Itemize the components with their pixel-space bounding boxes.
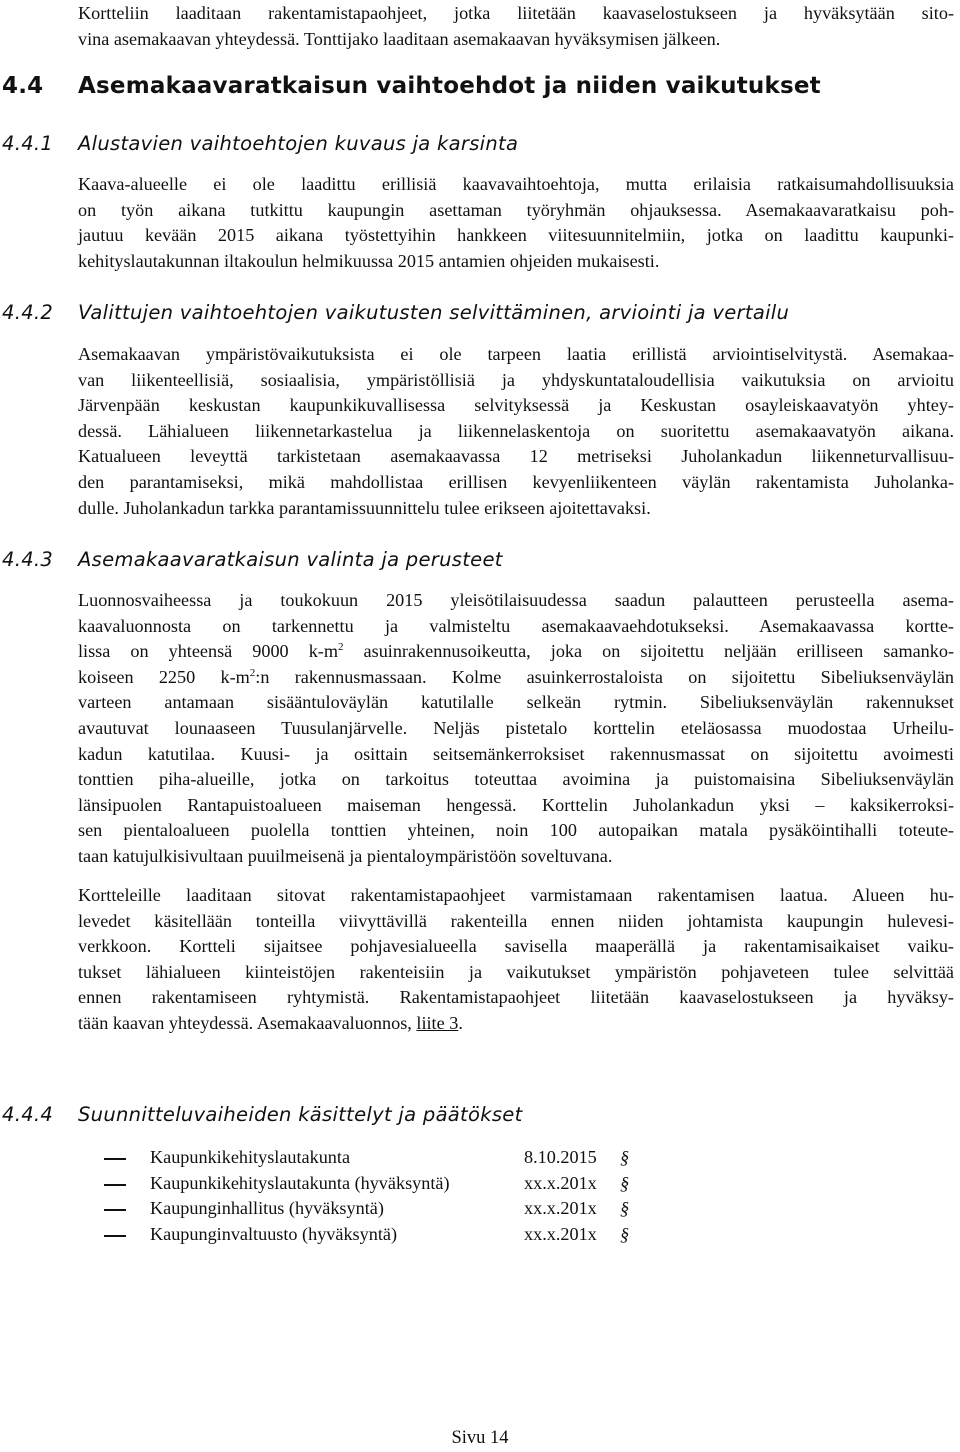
list-item [104, 1222, 664, 1248]
subsection-heading-442 [2, 301, 789, 324]
text-fragment: asuinrakennusoikeutta, joka on sijoitettu neljään erilliseen samanko- [343, 641, 954, 662]
text-line [78, 639, 954, 665]
text-line: länsipuolen Rantapuistoalueen maiseman hengessä. Korttelin Juholankadun yksi – kaksikerroksi- [78, 794, 954, 815]
subsection-title: Alustavien vaihtoehtojen kuvaus ja karsinta [78, 132, 519, 155]
section-number: 4.4 [2, 73, 44, 99]
dash-bullet-icon [104, 1184, 126, 1186]
text-fragment: koiseen 2250 k-m [78, 666, 250, 687]
text-fragment: lissa on yhteensä 9000 k-m [78, 641, 338, 662]
page-number: Sivu 14 [451, 1428, 509, 1448]
text-line: Kortteliin laaditaan rakentamistapaohjeet, jotka liitetään kaavaselostukseen ja hyväksytään sito- [78, 3, 954, 23]
section-heading [2, 73, 821, 99]
section-sign-icon: § [620, 1223, 630, 1244]
text-line: vina asemakaavan yhteydessä. Tonttijako laaditaan asemakaavan hyväksymisen jälkeen. [78, 28, 721, 49]
dash-bullet-icon [104, 1158, 126, 1160]
superscript: 2 [249, 666, 256, 679]
paragraph-443-2 [78, 883, 954, 1037]
subsection-number: 4.4.3 [2, 548, 54, 571]
subsection-number: 4.4.2 [2, 301, 54, 324]
text-line: tonttien piha-alueille, jotka on tarkoitus toteuttaa avoimina ja puistomaisina Sibeliuksenväylän [78, 769, 954, 790]
superscript: 2 [338, 641, 344, 654]
text-line: Järvenpään keskustan kaupunkikuvallisessa selvityksessä ja Keskustan osayleiskaavatyön yhtey- [78, 395, 954, 416]
text-fragment: tään kaavan yhteydessä. Asemakaavaluonnos, [78, 1012, 417, 1033]
text-line: levedet käsitellään tonteilla viivyttävillä rakenteilla ennen niiden johtamista kaupungin hulevesi- [78, 910, 954, 931]
section-sign-icon: § [620, 1172, 630, 1193]
dash-bullet-icon [104, 1209, 126, 1211]
item-label: Kaupunginhallitus (hyväksyntä) [150, 1198, 384, 1219]
paragraph-441 [78, 172, 954, 274]
dash-bullet-icon [104, 1235, 126, 1237]
section-sign-icon: § [620, 1198, 630, 1219]
text-line: varteen antamaan sisääntuloväylän katutilalle selkeän rytmin. Sibeliuksenväylän rakennukset [78, 692, 954, 713]
appendix-link[interactable]: liite 3 [416, 1012, 459, 1033]
text-line: taan katujulkisivultaan puuilmeisenä ja pientaloympäristöön soveltuvana. [78, 845, 613, 866]
subsection-title: Asemakaavaratkaisun valinta ja perusteet [78, 548, 503, 571]
text-line: Luonnosvaiheessa ja toukokuun 2015 yleisötilaisuudessa saadun palautteen perusteella asema- [78, 590, 954, 610]
text-line: ennen rakentamiseen ryhtymistä. Rakentamistapaohjeet liitetään kaavaselostukseen ja hyväksy- [78, 987, 954, 1008]
subsection-heading-443 [2, 548, 503, 571]
text-line: avautuvat lounaaseen Tuusulanjärvelle. Neljäs pistetalo korttelin eteläosassa muodostaa Urheilu- [78, 717, 954, 738]
subsection-number: 4.4.4 [2, 1103, 54, 1126]
intro-paragraph [78, 1, 954, 52]
item-date: 8.10.2015 [524, 1147, 597, 1167]
text-line: kaavaluonnosta on tarkennettu ja valmisteltu asemakaavaehdotukseksi. Asemakaavassa kortte- [78, 615, 954, 636]
text-line: kehityslautakunnan iltakoulun helmikuussa 2015 antamien ohjeiden mukaisesti. [78, 250, 660, 271]
paragraph-442 [78, 342, 954, 521]
text-line: kadun katutilaa. Kuusi- ja osittain seitsemänkerroksiset rakennusmassat on sijoitettu avoimesti [78, 743, 954, 764]
text-line: van liikenteellisiä, sosiaalisia, ympäristöllisiä ja yhdyskuntataloudellisia vaikutuksia on arvioitu [78, 369, 954, 390]
item-date: xx.x.201x [524, 1223, 597, 1244]
subsection-heading-444 [2, 1103, 523, 1126]
text-line: Katualueen leveyttä tarkistetaan asemakaavassa 12 metriseksi Juholankadun liikenneturvallisuu- [78, 446, 954, 467]
section-title: Asemakaavaratkaisun vaihtoehdot ja niiden vaikutukset [78, 73, 821, 99]
list-item [104, 1171, 664, 1197]
subsection-title: Suunnitteluvaiheiden käsittelyt ja päätökset [78, 1103, 523, 1126]
list-item [104, 1145, 664, 1171]
subsection-number: 4.4.1 [2, 132, 54, 155]
paragraph-443-1 [78, 588, 954, 870]
text-line: Kaava-alueelle ei ole laadittu erillisiä kaavavaihtoehtoja, mutta erilaisia ratkaisumahdollisuuksia [78, 174, 954, 194]
list-item [104, 1196, 664, 1222]
subsection-title: Valittujen vaihtoehtojen vaikutusten selvittäminen, arviointi ja vertailu [78, 301, 790, 324]
item-date: xx.x.201x [524, 1172, 597, 1193]
decision-list [104, 1145, 664, 1247]
text-line: den parantamiseksi, mikä mahdollistaa erillisen kevyenliikenteen väylän rakentamista Juholanka- [78, 471, 954, 492]
text-line: Kortteleille laaditaan sitovat rakentamistapaohjeet varmistamaan rakentamisen laatua. Alueen hu- [78, 885, 954, 905]
text-line: dessä. Lähialueen liikennetarkastelua ja liikennelaskentoja on suoritettu asemakaavatyön aikana. [78, 420, 954, 441]
text-line: on työn aikana tutkittu kaupungin asettaman työryhmän ohjauksessa. Asemakaavaratkaisu poh- [78, 199, 954, 220]
text-line: jautuu kevään 2015 aikana työstettyihin hankkeen viitesuunnitelmiin, jotka on laadittu kaupunki- [78, 225, 954, 246]
item-label: Kaupunkikehityslautakunta (hyväksyntä) [150, 1172, 450, 1193]
item-label: Kaupunkikehityslautakunta [150, 1147, 351, 1167]
subsection-heading-441 [2, 132, 518, 155]
text-line: tukset lähialueen kiinteistöjen rakenteisiin ja vaikutukset ympäristön pohjaveteen tulee selvittää [78, 961, 954, 982]
text-line [78, 665, 954, 691]
section-sign-icon: § [620, 1147, 630, 1167]
text-line: sen pientaloalueen puolella tonttien yhteinen, noin 100 autopaikan matala pysäköintihalli toteute- [78, 820, 954, 841]
text-fragment: . [458, 1012, 463, 1033]
text-line [78, 1011, 954, 1037]
text-line: dulle. Juholankadun tarkka parantamissuunnittelu tulee erikseen ajoitettavaksi. [78, 497, 651, 518]
text-fragment: :n rakennusmassaan. Kolme asuinkerrostaloista on sijoitettu Sibeliuksenväylän [255, 666, 955, 687]
text-line: verkkoon. Kortteli sijaitsee pohjavesialueella savisella maaperällä ja rakentamisaikaiset vaiku- [78, 936, 954, 957]
item-label: Kaupunginvaltuusto (hyväksyntä) [150, 1223, 398, 1244]
text-line: Asemakaavan ympäristövaikutuksista ei ole tarpeen laatia erillistä arviointiselvitystä. Asemakaa- [78, 344, 954, 364]
item-date: xx.x.201x [524, 1198, 597, 1219]
